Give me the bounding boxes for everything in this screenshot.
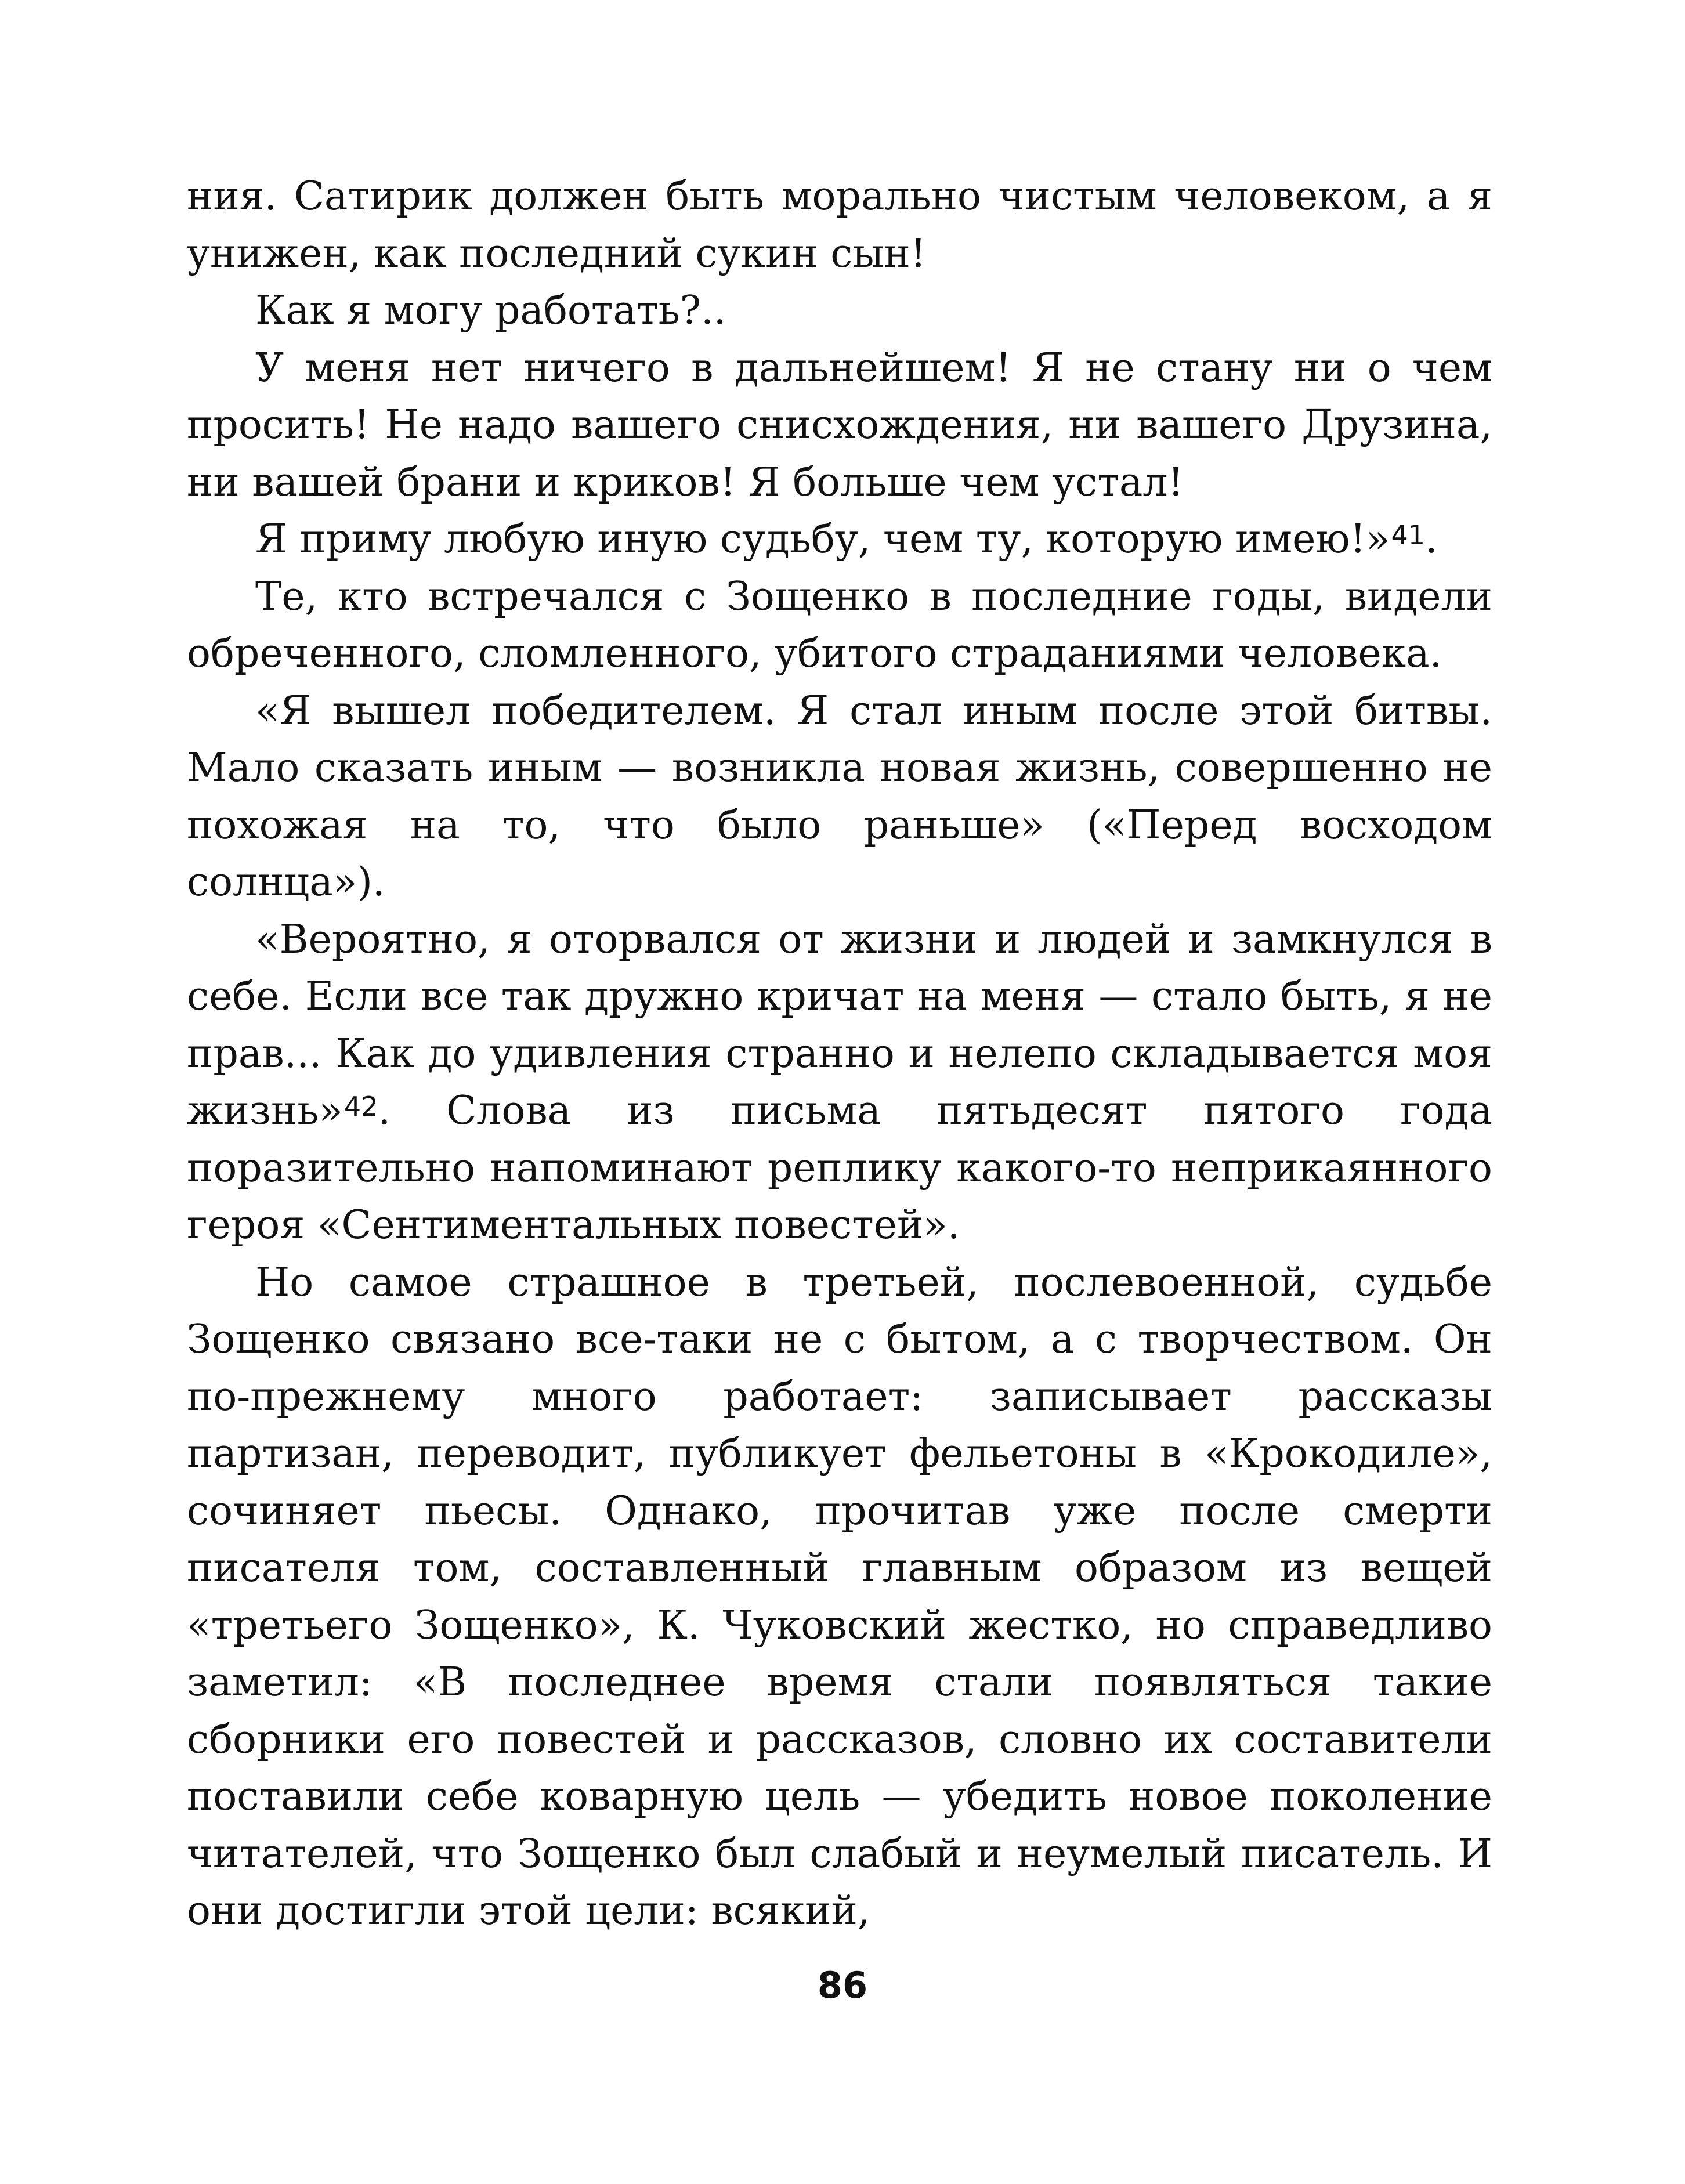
- paragraph-4: Я приму любую иную судьбу, чем ту, которую имею!»$^{41}$.: [255, 516, 1438, 562]
- paragraph-7: «Вероятно, я оторвался от жизни и людей и замкнулся в себе. Если все так дружно кричат на меня — стало быть, я не прав... Как до удивления странно и нелепо складывается моя жизнь»$^{42}$. Слова из письма пятьдесят пятого года поразительно напоминают реплику какого-то неприкаянного героя «Сентиментальных повестей».: [187, 916, 1492, 1248]
- paragraph-1: ния. Сатирик должен быть морально чистым человеком, а я унижен, как последний сукин сын!: [187, 173, 1492, 277]
- footnote-marker-42: 42: [343, 1091, 378, 1122]
- footnote-marker-41: 41: [1391, 519, 1426, 551]
- paragraph-8: Но самое страшное в третьей, послевоенной, судьбе Зощенко связано все-таки не с бытом, а с творчеством. Он по-прежнему много работает: записывает рассказы партизан, переводит, публикует фельетоны в «Крокодиле», сочиняет пьесы. Однако, прочитав уже после смерти писателя том, составленный главным образом из вещей «третьего Зощенко», К. Чуковский жестко, но справедливо заметил: «В последнее время стали появляться такие сборники его повестей и рассказов, словно их составители поставили себе коварную цель — убедить новое поколение читателей, что Зощенко был слабый и неумелый писатель. И они достигли этой цели: всякий,: [187, 1259, 1492, 1934]
- paragraph-6: «Я вышел победителем. Я стал иным после этой битвы. Мало сказать иным — возникла новая жизнь, совершенно не похожая на то, что было раньше» («Перед восходом солнца»).: [187, 688, 1492, 905]
- paragraph-2: Как я могу работать?..: [255, 288, 726, 334]
- body-text: [187, 168, 1492, 1940]
- paragraph-5: Те, кто встречался с Зощенко в последние годы, видели обреченного, сломленного, убитого страданиями человека.: [187, 573, 1492, 677]
- paragraph-3: У меня нет ничего в дальнейшем! Я не стану ни о чем просить! Не надо вашего снисхождения, ни вашего Друзина, ни вашей брани и криков! Я больше чем устал!: [187, 345, 1492, 505]
- page-number: 86: [817, 1964, 868, 2006]
